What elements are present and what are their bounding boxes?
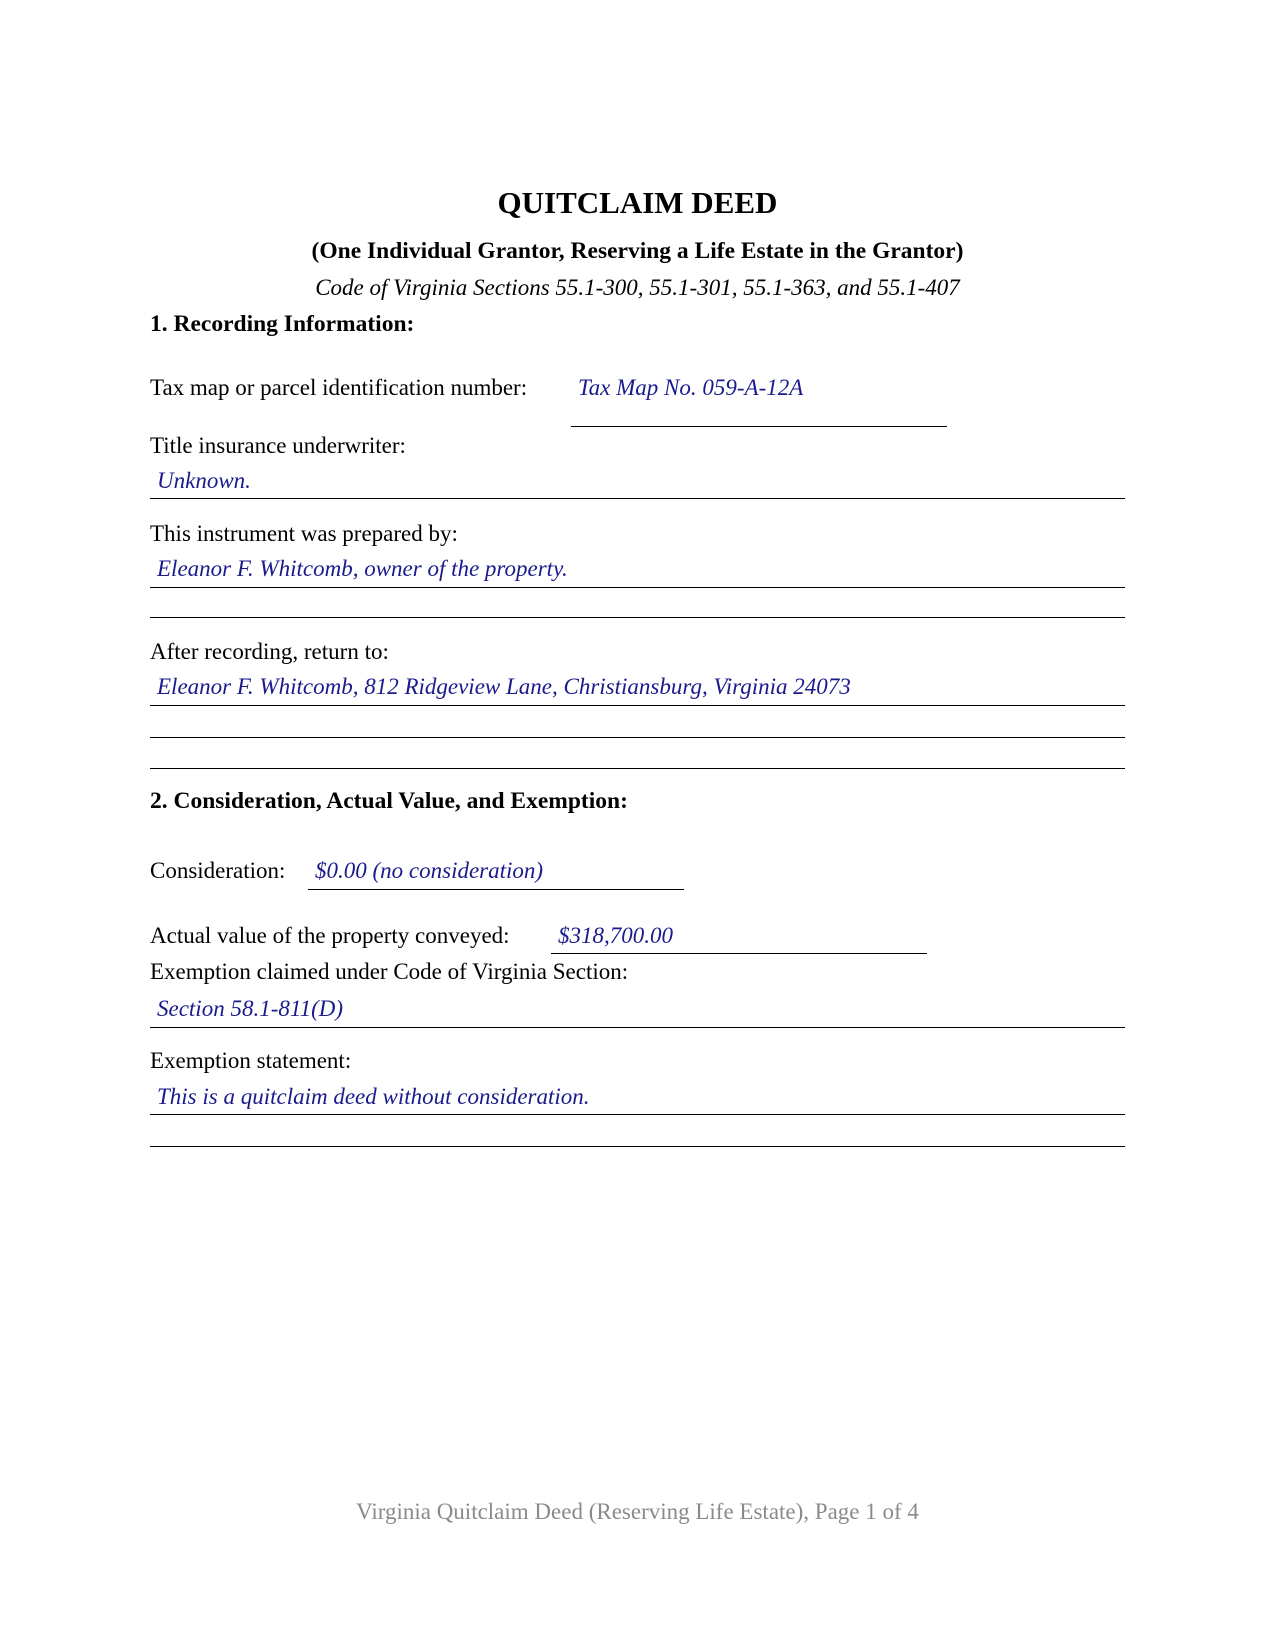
tax-map-value[interactable]: Tax Map No. 059-A-12A [578, 375, 804, 400]
exemption-statement-underline-1 [150, 1114, 1125, 1115]
underwriter-value[interactable]: Unknown. [157, 468, 251, 493]
page-footer: Virginia Quitclaim Deed (Reserving Life Estate), Page 1 of 4 [356, 1499, 919, 1524]
prepared-by-value[interactable]: Eleanor F. Whitcomb, owner of the property. [157, 556, 568, 581]
code-reference: Code of Virginia Sections 55.1-300, 55.1-301, 55.1-363, and 55.1-407 [315, 275, 960, 300]
actual-value-value[interactable]: $318,700.00 [558, 923, 673, 948]
underwriter-underline [150, 498, 1125, 499]
document-subtitle: (One Individual Grantor, Reserving a Life Estate in the Grantor) [311, 238, 964, 264]
exemption-section-underline [150, 1027, 1125, 1028]
exemption-statement-underline-2 [150, 1146, 1125, 1147]
exemption-statement-label: Exemption statement: [150, 1048, 352, 1073]
return-to-underline-1 [150, 705, 1125, 706]
exemption-section-value[interactable]: Section 58.1-811(D) [157, 996, 344, 1021]
consideration-underline [308, 889, 684, 890]
prepared-by-label: This instrument was prepared by: [150, 521, 458, 546]
underwriter-label: Title insurance underwriter: [150, 433, 406, 458]
tax-map-underline [571, 426, 947, 427]
return-to-value[interactable]: Eleanor F. Whitcomb, 812 Ridgeview Lane, Christiansburg, Virginia 24073 [157, 674, 851, 699]
consideration-value[interactable]: $0.00 (no consideration) [315, 858, 544, 883]
tax-map-label: Tax map or parcel identification number: [150, 375, 528, 400]
exemption-section-label: Exemption claimed under Code of Virginia Section: [150, 959, 629, 984]
consideration-label: Consideration: [150, 858, 286, 883]
return-to-underline-2 [150, 737, 1125, 738]
actual-value-label: Actual value of the property conveyed: [150, 923, 510, 948]
section-1-heading: 1. Recording Information: [150, 311, 415, 337]
exemption-statement-value[interactable]: This is a quitclaim deed without consideration. [157, 1084, 590, 1109]
return-to-label: After recording, return to: [150, 639, 389, 664]
actual-value-underline [551, 953, 927, 954]
prepared-by-underline-1 [150, 587, 1125, 588]
document-title: QUITCLAIM DEED [497, 185, 778, 220]
prepared-by-underline-2 [150, 617, 1125, 618]
section-2-heading: 2. Consideration, Actual Value, and Exemption: [150, 788, 628, 814]
return-to-underline-3 [150, 768, 1125, 769]
